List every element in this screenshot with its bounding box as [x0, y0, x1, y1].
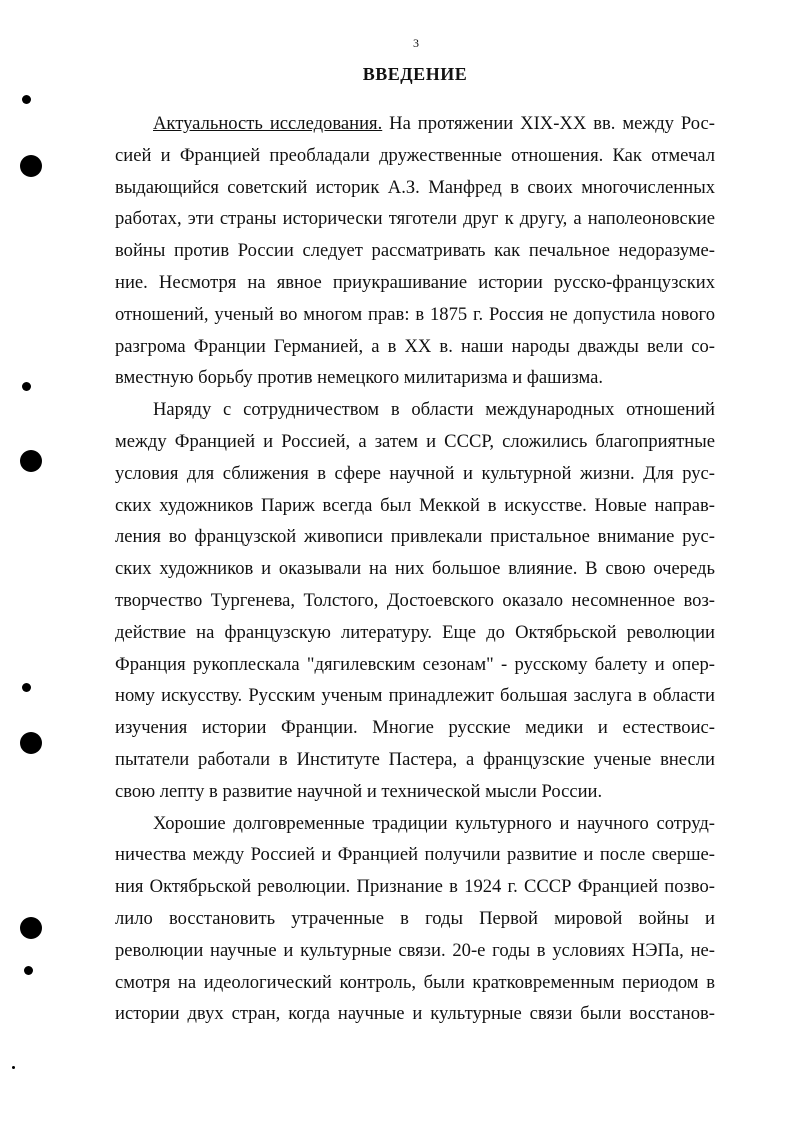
text-line: Наряду с сотрудничеством в области международных отношений [153, 399, 715, 421]
binder-hole-mark [24, 966, 33, 975]
text-line: ских художников и оказывали на них большое влияние. В свою очередь [115, 558, 715, 580]
text-line: отношений, ученый во многом прав: в 1875 г. Россия не допустила нового [115, 303, 715, 325]
text-line: Франция рукоплескала "дягилевским сезонам" - русскому балету и опер- [115, 653, 715, 675]
text-line: разгрома Франции Германией, а в XX в. наши народы дважды вели со- [115, 335, 715, 357]
binder-hole-mark [22, 382, 31, 391]
text-line: войны против России следует рассматривать как печальное недоразуме- [115, 240, 715, 262]
text-line: между Францией и Россией, а затем и СССР, сложились благоприятные [115, 430, 715, 452]
text-line: условия для сближения в сфере научной и культурной жизни. Для рус- [115, 462, 715, 484]
text-line: ному искусству. Русским ученым принадлежит большая заслуга в области [115, 685, 715, 707]
text-line: ние. Несмотря на явное приукрашивание истории русско-французских [115, 271, 715, 293]
page-title: ВВЕДЕНИЕ [362, 64, 468, 84]
text-line: ления во французской живописи привлекали пристальное внимание рус- [115, 526, 715, 548]
binder-hole [20, 155, 42, 177]
text-line: выдающийся советский историк А.З. Манфред в своих многочисленных [115, 176, 715, 198]
scan-speck [12, 1066, 15, 1069]
text-line: вместную борьбу против немецкого милитаризма и фашизма. [115, 367, 604, 389]
text-line: свою лепту в развитие научной и технической мысли России. [115, 780, 603, 802]
body-text [115, 108, 715, 1030]
text-line: Хорошие долговременные традиции культурного и научного сотруд- [153, 812, 715, 834]
section-label: Актуальность исследования. [153, 113, 383, 134]
text-line: лило восстановить утраченные в годы Первой мировой войны и [115, 907, 715, 929]
text-line: смотря на идеологический контроль, были кратковременным периодом в [115, 971, 715, 993]
binder-hole [20, 732, 42, 754]
text-line: истории двух стран, когда научные и культурные связи были восстанов- [115, 1003, 715, 1025]
text-line: действие на французскую литературу. Еще до Октябрьской революции [115, 621, 715, 643]
binder-hole [20, 917, 42, 939]
text-line: ничества между Россией и Францией получили развитие и после сверше- [115, 844, 715, 866]
text-line: ния Октябрьской революции. Признание в 1924 г. СССР Францией позво- [115, 876, 715, 898]
text-line: Актуальность исследования. На протяжении XIX-XX вв. между Рос- [153, 113, 715, 134]
text-line: сией и Францией преобладали дружественные отношения. Как отмечал [115, 144, 715, 166]
text-line: творчество Тургенева, Толстого, Достоевского оказало несомненное воз- [115, 589, 715, 611]
text-line: изучения истории Франции. Многие русские медики и естествоис- [115, 717, 715, 739]
binder-hole [20, 450, 42, 472]
text-line: ских художников Париж всегда был Меккой в искусстве. Новые направ- [115, 494, 715, 516]
binder-hole-mark [22, 95, 31, 104]
binder-hole-mark [22, 683, 31, 692]
text-line: работах, эти страны исторически тяготели друг к другу, а наполеоновские [115, 208, 715, 230]
page-number: 3 [413, 36, 419, 50]
text-line: революции научные и культурные связи. 20-е годы в условиях НЭПа, не- [115, 939, 715, 961]
text-line: пытатели работали в Институте Пастера, а французские ученые внесли [115, 748, 715, 770]
